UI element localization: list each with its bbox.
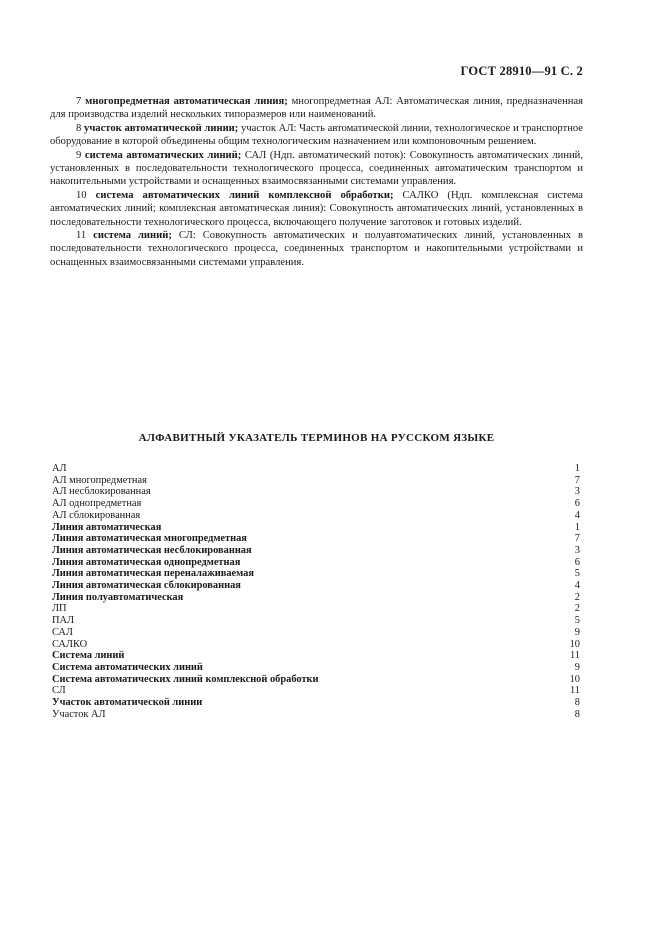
index-term: Система автоматических линий комплексной обработки (52, 673, 319, 685)
index-row (52, 697, 580, 709)
index-number: 1 (574, 463, 580, 474)
index-number: 11 (569, 650, 580, 662)
definition-number: 9 (76, 149, 82, 161)
index-row (52, 685, 580, 697)
index-row (52, 627, 580, 639)
definition-8 (50, 122, 583, 149)
index-term: ПАЛ (52, 615, 75, 627)
index-term: Линия полуавтоматическая (52, 591, 184, 603)
index-number: 7 (574, 533, 580, 545)
index-number: 4 (574, 580, 580, 592)
definition-number: 11 (76, 230, 87, 242)
definition-number: 7 (76, 96, 82, 107)
index-row (52, 580, 580, 592)
index-term: Линия автоматическая однопредметная (52, 556, 241, 568)
definition-term: система автоматических линий; (84, 149, 242, 161)
definition-term: многопредметная автоматическая линия; (85, 96, 288, 107)
definition-text: участок АЛ: Часть автоматической линии, технологическое и транспортное оборудование в которой объединены общим технологическим назначением или компоновочным решением. (50, 122, 583, 148)
index-number: 2 (574, 603, 580, 615)
index-term: Участок АЛ (52, 708, 106, 720)
index-row (52, 486, 580, 498)
index-row (52, 533, 580, 545)
index-number: 3 (574, 486, 580, 498)
index-term: АЛ (52, 463, 67, 474)
index-number: 5 (574, 615, 580, 627)
index-number: 1 (574, 521, 580, 533)
index-row (52, 709, 580, 721)
index-number: 2 (574, 591, 580, 603)
index-number: 10 (569, 638, 580, 650)
index-row (52, 545, 580, 557)
definition-text: СЛ: Совокупность автоматических и полуавтоматических линий, установленных в последовательности технологического процесса, соединенных транспортом и накопительными устройствами и оснащенных взаимосвязанными системами управления. (50, 230, 583, 268)
index-number: 6 (574, 556, 580, 568)
index-number: 4 (574, 509, 580, 521)
index-term: САЛКО (52, 638, 88, 650)
index-row (52, 662, 580, 674)
index-term: Линия автоматическая многопредметная (52, 533, 247, 545)
definition-text: САЛКО (Ндп. комплексная система автоматических линий; комплексная автоматическая линия): Совокупность автоматических линий, установленных в последовательности технологического процесса, включающего получение заготовок и готовых изделий. (50, 189, 584, 228)
index-row (52, 475, 580, 487)
index-term: Линия автоматическая несблокированная (52, 544, 252, 556)
definition-term: система автоматических линий комплексной обработки; (95, 189, 394, 201)
index-term: Участок автоматической линии (52, 697, 203, 709)
page-header: ГОСТ 28910—91 С. 2 (460, 64, 583, 78)
index-term: Линия автоматическая сблокированная (52, 580, 241, 592)
index-number: 7 (574, 474, 580, 486)
index-row (52, 568, 580, 580)
index-number: 8 (574, 697, 580, 709)
definition-9 (50, 149, 583, 189)
index-row (52, 639, 580, 651)
index-term: АЛ многопредметная (52, 474, 147, 486)
definition-number: 10 (76, 189, 87, 201)
index-number: 3 (574, 544, 580, 556)
definition-7 (50, 95, 583, 122)
index-number: 6 (574, 498, 580, 510)
index-row (52, 463, 580, 475)
definitions-section (50, 95, 583, 269)
index-number: 9 (574, 626, 580, 638)
definition-term: участок автоматической линии; (84, 122, 239, 134)
index-term: Система линий (52, 650, 125, 662)
index-term: СЛ (52, 685, 66, 697)
index-row (52, 522, 580, 534)
index-term: АЛ сблокированная (52, 509, 141, 521)
index-term: АЛ несблокированная (52, 486, 151, 498)
index-term: Линия автоматическая (52, 521, 162, 533)
term-index (52, 463, 580, 720)
index-row (52, 615, 580, 627)
definition-number: 8 (76, 122, 82, 134)
index-row (52, 498, 580, 510)
index-row (52, 650, 580, 662)
index-row (52, 603, 580, 615)
index-number: 5 (574, 568, 580, 580)
index-term: ЛП (52, 603, 67, 615)
index-row (52, 557, 580, 569)
index-row (52, 510, 580, 522)
index-number: 8 (574, 708, 580, 720)
index-number: 9 (574, 661, 580, 673)
index-term: АЛ однопредметная (52, 498, 142, 510)
definition-text: многопредметная АЛ: Автоматическая линия, предназначенная для производства изделий нескольких типоразмеров или наименований. (50, 96, 583, 121)
index-title: АЛФАВИТНЫЙ УКАЗАТЕЛЬ ТЕРМИНОВ НА РУССКОМ ЯЗЫКЕ (138, 432, 495, 444)
index-term: Система автоматических линий (52, 661, 203, 673)
definition-term: система линий; (93, 230, 172, 242)
index-term: САЛ (52, 626, 73, 638)
definition-text: САЛ (Ндп. автоматический поток): Совокупность автоматических линий, установленных в последовательности технологического процесса, соединенных автоматическим транспортом и накопительными устройствами и оснащенных взаимосвязанными системами управления. (50, 149, 583, 188)
index-row (52, 674, 580, 686)
definition-11 (50, 229, 583, 269)
index-number: 10 (569, 673, 580, 685)
definition-10 (50, 189, 583, 229)
index-number: 11 (569, 685, 580, 697)
index-term: Линия автоматическая переналаживаемая (52, 568, 254, 580)
index-row (52, 592, 580, 604)
